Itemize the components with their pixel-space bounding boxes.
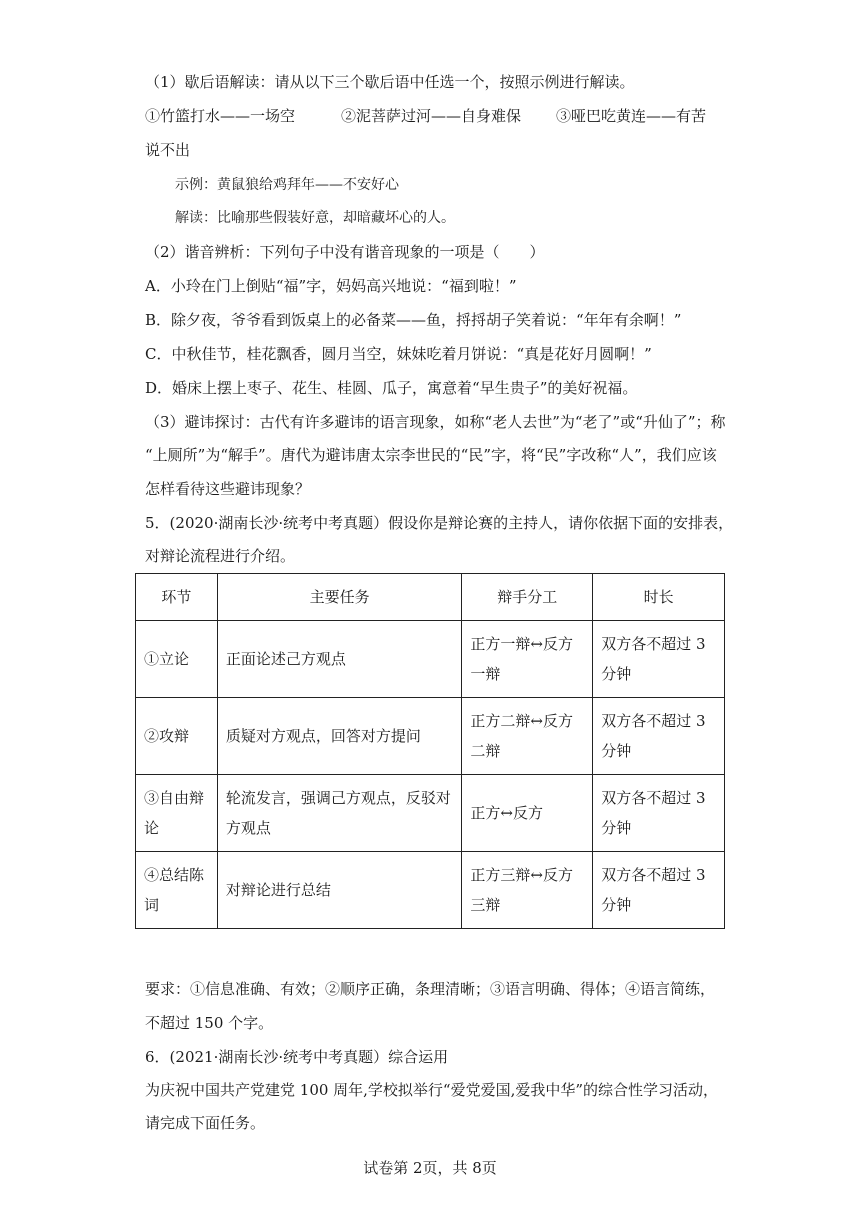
duration-cell: 双方各不超过 3 分钟 <box>593 621 725 698</box>
task-cell: 质疑对方观点，回答对方提问 <box>217 698 462 775</box>
duration-cell: 双方各不超过 3 分钟 <box>593 852 725 929</box>
page-footer: 试卷第 2页，共 8页 <box>363 1159 497 1177</box>
debaters-cell: 正方一辩↔反方 一辩 <box>462 621 593 698</box>
q6-line-2: 为庆祝中国共产党建党 100 周年,学校拟举行“爱党爱国,爱我中华”的综合性学习活动， <box>145 1081 719 1099</box>
q6-line-1: 6．(2021·湖南长沙·统考中考真题）综合运用 <box>145 1048 449 1066</box>
stage-cell: ③自由辩 论 <box>136 775 218 852</box>
task-cell: 轮流发言，强调己方观点，反驳对 方观点 <box>217 775 462 852</box>
example-line: 示例：黄鼠狼给鸡拜年——不安好心 <box>175 177 399 193</box>
table-row <box>136 621 725 698</box>
table-row <box>136 698 725 775</box>
q4-part3-line-1: （3）避讳探讨：古代有许多避讳的语言现象，如称“老人去世”为“老了”或“升仙了”；称 <box>145 413 726 431</box>
q5-requirements-line-2: 不超过 150 个字。 <box>145 1014 274 1032</box>
header-debaters: 辩手分工 <box>462 574 593 621</box>
stage-cell: ④总结陈 词 <box>136 852 218 929</box>
explanation-line: 解读：比喻那些假装好意，却暗藏坏心的人。 <box>175 210 455 226</box>
q5-line-2: 对辩论流程进行介绍。 <box>145 547 296 565</box>
header-stage: 环节 <box>136 574 218 621</box>
debaters-cell: 正方三辩↔反方 三辩 <box>462 852 593 929</box>
duration-cell: 双方各不超过 3 分钟 <box>593 698 725 775</box>
table-header-row <box>136 574 725 621</box>
debaters-cell: 正方二辩↔反方 二辩 <box>462 698 593 775</box>
q5-line-1: 5．(2020·湖南长沙·统考中考真题）假设你是辩论赛的主持人，请你依据下面的安排表， <box>145 514 734 532</box>
q5-requirements-line-1: 要求：①信息准确、有效；②顺序正确，条理清晰；③语言明确、得体；④语言简练， <box>145 980 716 998</box>
idiom-3: ③哑巴吃黄连——有苦 <box>556 107 707 125</box>
option-c: C．中秋佳节，桂花飘香，圆月当空，妹妹吃着月饼说：“真是花好月圆啊！” <box>145 345 652 363</box>
duration-cell: 双方各不超过 3 分钟 <box>593 775 725 852</box>
idiom-2: ②泥菩萨过河——自身难保 <box>341 107 522 125</box>
q4-part2-title: （2）谐音辨析：下列句子中没有谐音现象的一项是（ ） <box>145 243 545 261</box>
table-row <box>136 775 725 852</box>
q4-part3-line-3: 怎样看待这些避讳现象？ <box>145 480 311 498</box>
q4-part3-line-2: “上厕所”为“解手”。唐代为避讳唐太宗李世民的“民”字，将“民”字改称“人”，我们应该 <box>145 446 717 464</box>
header-duration: 时长 <box>593 574 725 621</box>
idiom-1: ①竹篮打水——一场空 <box>145 107 296 125</box>
stage-cell: ①立论 <box>136 621 218 698</box>
header-task: 主要任务 <box>217 574 462 621</box>
idiom-list <box>145 105 706 127</box>
option-b: B．除夕夜，爷爷看到饭桌上的必备菜——鱼，捋捋胡子笑着说：“年年有余啊！” <box>145 311 682 329</box>
option-a: A．小玲在门上倒贴“福”字，妈妈高兴地说：“福到啦！” <box>145 277 517 295</box>
table-row <box>136 852 725 929</box>
q6-line-3: 请完成下面任务。 <box>145 1114 266 1132</box>
debaters-cell: 正方↔反方 <box>462 775 593 852</box>
idiom-3-continued: 说不出 <box>145 141 191 159</box>
task-cell: 正面论述己方观点 <box>217 621 462 698</box>
option-d: D．婚床上摆上枣子、花生、桂圆、瓜子，寓意着“早生贵子”的美好祝福。 <box>145 379 638 397</box>
debate-schedule-table <box>135 573 725 929</box>
q4-part1-title: （1）歇后语解读：请从以下三个歇后语中任选一个，按照示例进行解读。 <box>145 73 635 91</box>
stage-cell: ②攻辩 <box>136 698 218 775</box>
task-cell: 对辩论进行总结 <box>217 852 462 929</box>
